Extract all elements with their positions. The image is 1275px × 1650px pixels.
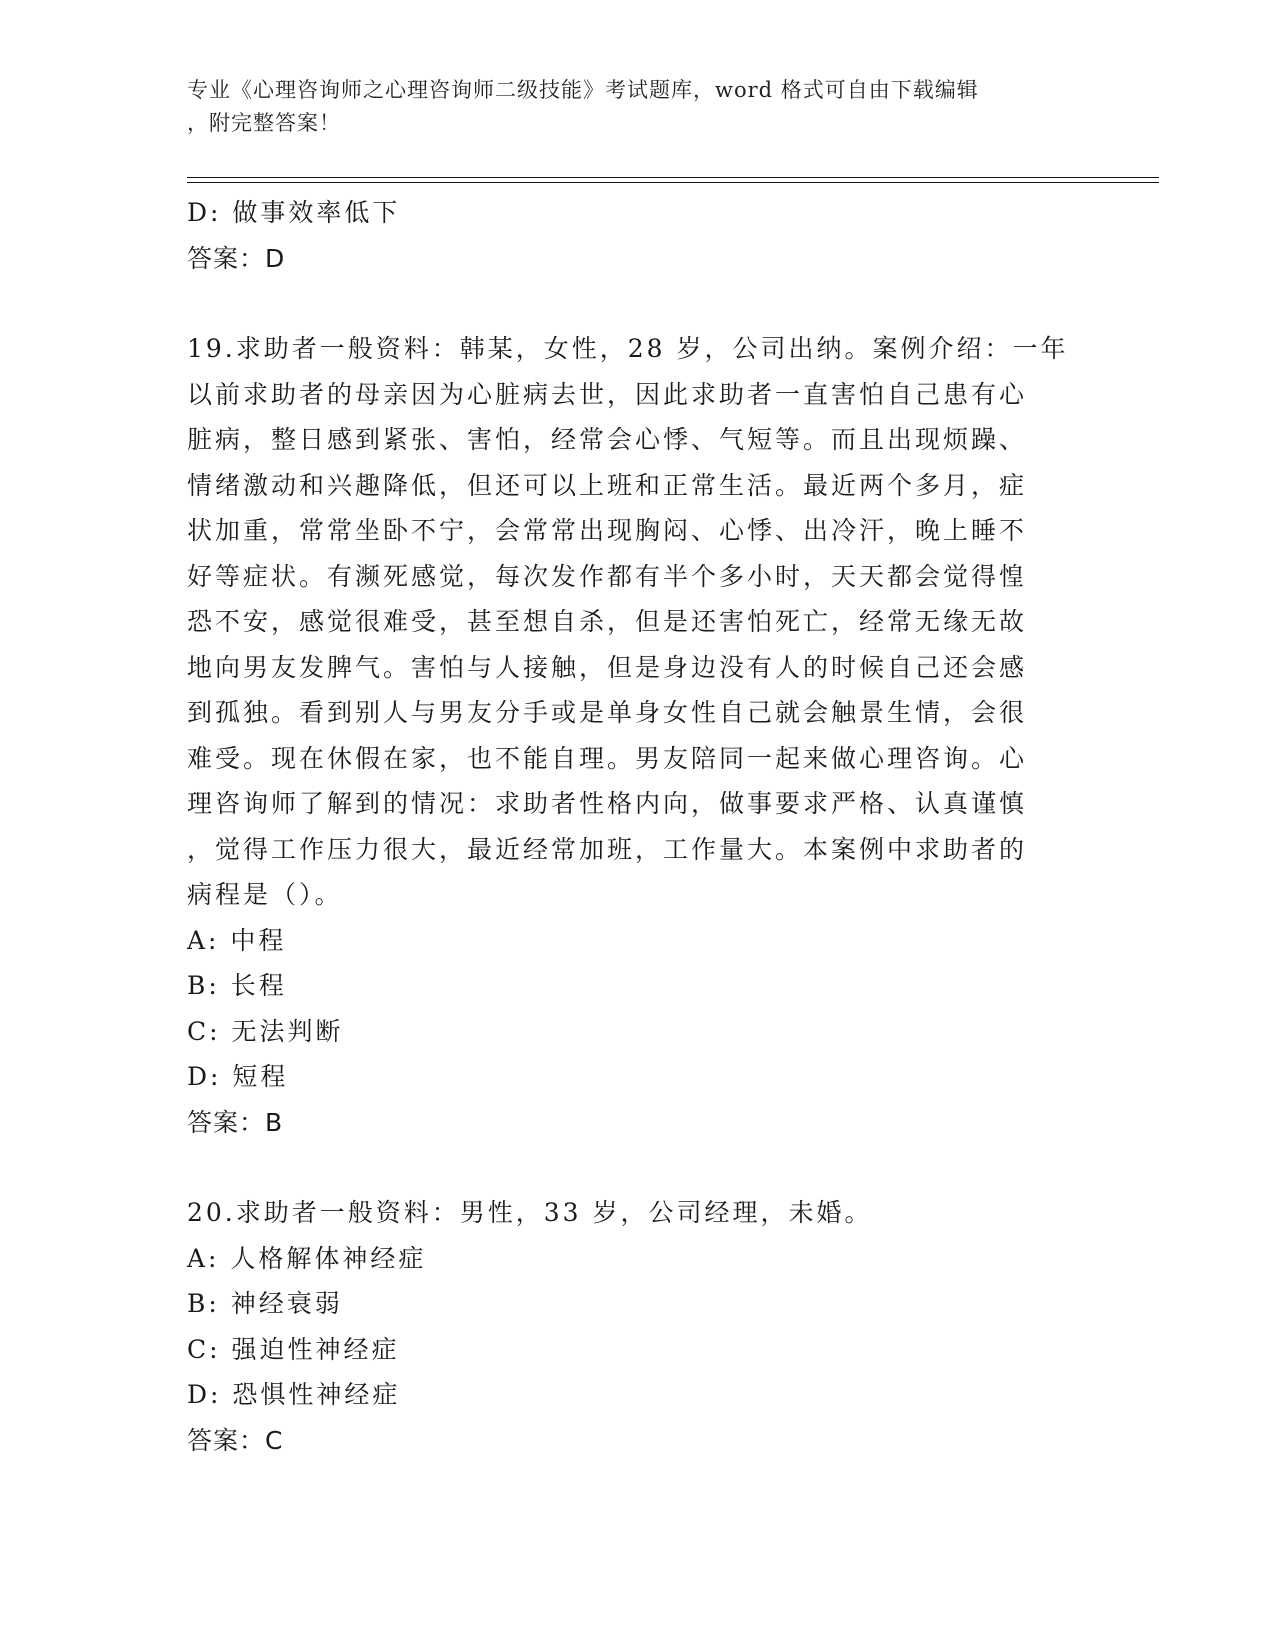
q20-option-a: A: 人格解体神经症 [187,1243,427,1273]
q19-stem-line: 以前求助者的母亲因为心脏病去世，因此求助者一直害怕自己患有心 [187,379,1028,409]
q19-option-c: C: 无法判断 [187,1016,344,1046]
q20-stem: 20.求助者一般资料：男性，33 岁，公司经理，未婚。 [187,1198,873,1227]
question-20 [187,1190,1087,1463]
q19-stem-line: 难受。现在休假在家，也不能自理。男友陪同一起来做心理咨询。心 [187,743,1028,773]
document-body [187,190,1087,1463]
q19-option-a: A: 中程 [187,925,287,955]
q19-stem-line: 理咨询师了解到的情况：求助者性格内向，做事要求严格、认真谨慎 [187,789,1028,818]
q20-option-d: D: 恐惧性神经症 [187,1380,401,1409]
q19-stem-line: 好等症状。有濒死感觉，每次发作都有半个多小时，天天都会觉得惶 [187,561,1028,591]
question-spacer [187,1145,1087,1190]
q20-answer: 答案：C [187,1425,284,1455]
prev-answer: 答案：D [187,243,286,273]
header-title-line-2: ，附完整答案！ [187,111,341,135]
q19-stem-line: ，觉得工作压力很大，最近经常加班，工作量大。本案例中求助者的 [187,834,1028,864]
q19-stem-line: 恐不安，感觉很难受，甚至想自杀，但是还害怕死亡，经常无缘无故 [187,607,1028,636]
header-divider-bottom [187,182,1159,183]
document-header [187,74,1087,140]
q19-stem-line: 地向男友发脾气。害怕与人接触，但是身边没有人的时候自己还会感 [187,652,1028,682]
q19-stem-line: 状加重，常常坐卧不宁，会常常出现胸闷、心悸、出冷汗，晚上睡不 [187,516,1028,545]
q20-option-b: B: 神经衰弱 [187,1289,343,1318]
q19-stem-line: 到孤独。看到别人与男友分手或是单身女性自己就会触景生情，会很 [187,698,1028,727]
q19-stem-line: 病程是（）。 [187,880,343,909]
header-title-line-1: 专业《心理咨询师之心理咨询师二级技能》考试题库，word 格式可自由下载编辑 [187,78,979,102]
prev-option-d: D: 做事效率低下 [187,198,401,227]
q20-option-c: C: 强迫性神经症 [187,1334,400,1364]
q19-option-b: B: 长程 [187,971,287,1000]
q19-stem-line: 脏病，整日感到紧张、害怕，经常会心悸、气短等。而且出现烦躁、 [187,425,1028,454]
q19-option-d: D: 短程 [187,1062,289,1091]
q19-stem-line: 19.求助者一般资料：韩某，女性，28 岁，公司出纳。案例介绍：一年 [187,334,1069,363]
q19-stem-line: 情绪激动和兴趣降低，但还可以上班和正常生活。最近两个多月，症 [187,470,1028,500]
question-spacer [187,281,1087,326]
header-divider-top [187,177,1159,178]
question-19 [187,326,1087,1145]
q19-answer: 答案：B [187,1107,284,1137]
